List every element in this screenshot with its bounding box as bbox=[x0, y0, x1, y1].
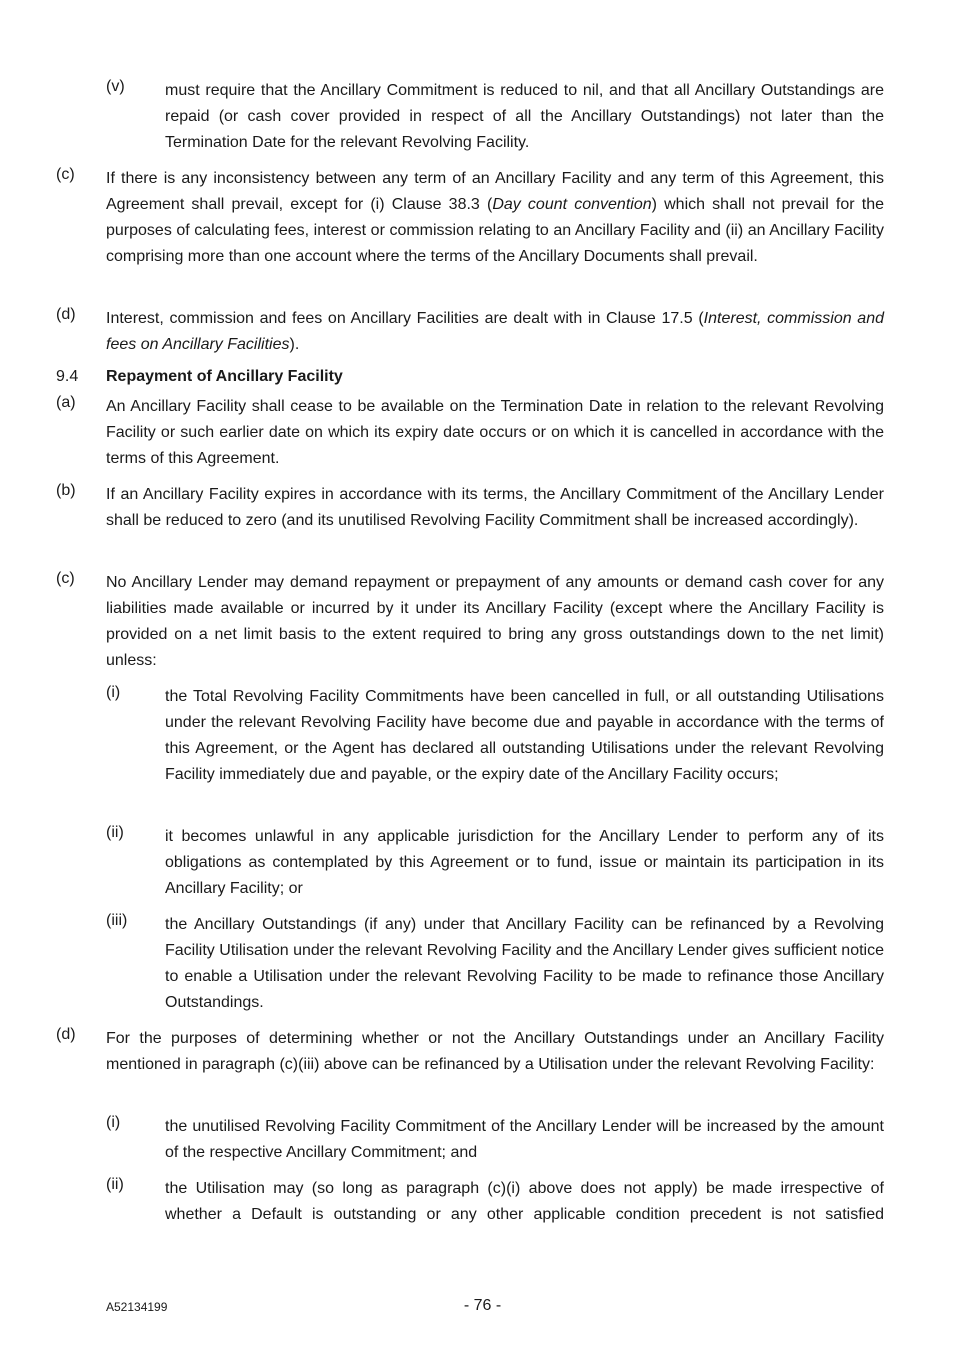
item-text: the Utilisation may (so long as paragraph (c)(i) above does not apply) be made irrespective of whether a Default is outstanding or any other applicable condition precedent is not satisfied bbox=[165, 1180, 884, 1223]
paragraph-label: (b) bbox=[56, 482, 76, 499]
item-label: (ii) bbox=[106, 1176, 124, 1193]
paragraph-text: No Ancillary Lender may demand repayment or prepayment of any amounts or demand cash cover for any liabilities made available or incurred by it under its Ancillary Facility (except where the Ancillary Facility is provided on a net limit basis to the extent required to bring any gross outstandings down to the net limit) unless: bbox=[106, 574, 884, 669]
item-text: it becomes unlawful in any applicable jurisdiction for the Ancillary Lender to perform any of its obligations as contemplated by this Agreement or to fund, issue or maintain its participation in its Ancillary Facility; or bbox=[165, 828, 884, 897]
item-label: (iii) bbox=[106, 912, 128, 929]
paragraph-label: (c) bbox=[56, 570, 75, 587]
item-label: (i) bbox=[106, 1114, 121, 1131]
paragraph-text: If there is any inconsistency between any term of an Ancillary Facility and any term of this Agreement, this Agreement shall prevail, except for (i) Clause 38.3 (Day count convention) which shall not prevail for the purposes of calculating fees, interest or commission relating to an Ancillary Facility and (ii) an Ancillary Facility comprising more than one account where the terms of the Ancillary Documents shall prevail. bbox=[106, 170, 885, 265]
page-number: - 76 - bbox=[463, 1297, 502, 1314]
item-text: must require that the Ancillary Commitment is reduced to nil, and that all Ancillary Outstandings are repaid (or cash cover provided in respect of all the Ancillary Outstandings) not later than the Termination Date for the relevant Revolving Facility. bbox=[165, 82, 884, 151]
paragraph-text: Interest, commission and fees on Ancillary Facilities are dealt with in Clause 17.5 (Interest, commission and fees on Ancillary Facilities). bbox=[106, 310, 884, 353]
paragraph-text: If an Ancillary Facility expires in accordance with its terms, the Ancillary Commitment of the Ancillary Lender shall be reduced to zero (and its unutilised Revolving Facility Commitment shall be increased accordingly). bbox=[106, 486, 884, 529]
item-text: the Ancillary Outstandings (if any) under that Ancillary Facility can be refinanced by a Revolving Facility Utilisation under the relevant Revolving Facility and the Ancillary Lender gives sufficient notice to enable a Utilisation under the relevant Revolving Facility to be made to refinance those Ancillary Outstandings. bbox=[165, 916, 884, 1011]
section-number: 9.4 bbox=[56, 368, 79, 385]
item-label: (i) bbox=[106, 684, 121, 701]
paragraph-text: An Ancillary Facility shall cease to be available on the Termination Date in relation to the relevant Revolving Facility or such earlier date on which its expiry date occurs or on which it is cancelled in accordance with the terms of this Agreement. bbox=[106, 398, 884, 467]
section-title: Repayment of Ancillary Facility bbox=[106, 368, 343, 385]
paragraph-label: (d) bbox=[56, 1026, 76, 1043]
item-text: the Total Revolving Facility Commitments have been cancelled in full, or all outstanding Utilisations under the relevant Revolving Facility have become due and payable in accordance with the terms of this Agreement, or the Agent has declared all outstanding Utilisations under the relevant Revolving Facility immediately due and payable, or the expiry date of the Ancillary Facility occurs; bbox=[165, 688, 884, 783]
paragraph-label: (d) bbox=[56, 306, 76, 323]
document-reference: A52134199 bbox=[106, 1300, 168, 1314]
item-label: (v) bbox=[106, 78, 125, 95]
item-label: (ii) bbox=[106, 824, 124, 841]
italic-clause-title: Day count convention bbox=[492, 196, 652, 213]
item-text: the unutilised Revolving Facility Commitment of the Ancillary Lender will be increased by the amount of the respective Ancillary Commitment; and bbox=[165, 1118, 884, 1161]
paragraph-label: (c) bbox=[56, 166, 75, 183]
paragraph-label: (a) bbox=[56, 394, 76, 411]
paragraph-text: For the purposes of determining whether or not the Ancillary Outstandings under an Ancillary Facility mentioned in paragraph (c)(iii) above can be refinanced by a Utilisation under the relevant Revolving Facility: bbox=[106, 1030, 884, 1073]
italic-clause-title: Interest, commission and fees on Ancillary Facilities bbox=[106, 310, 884, 353]
